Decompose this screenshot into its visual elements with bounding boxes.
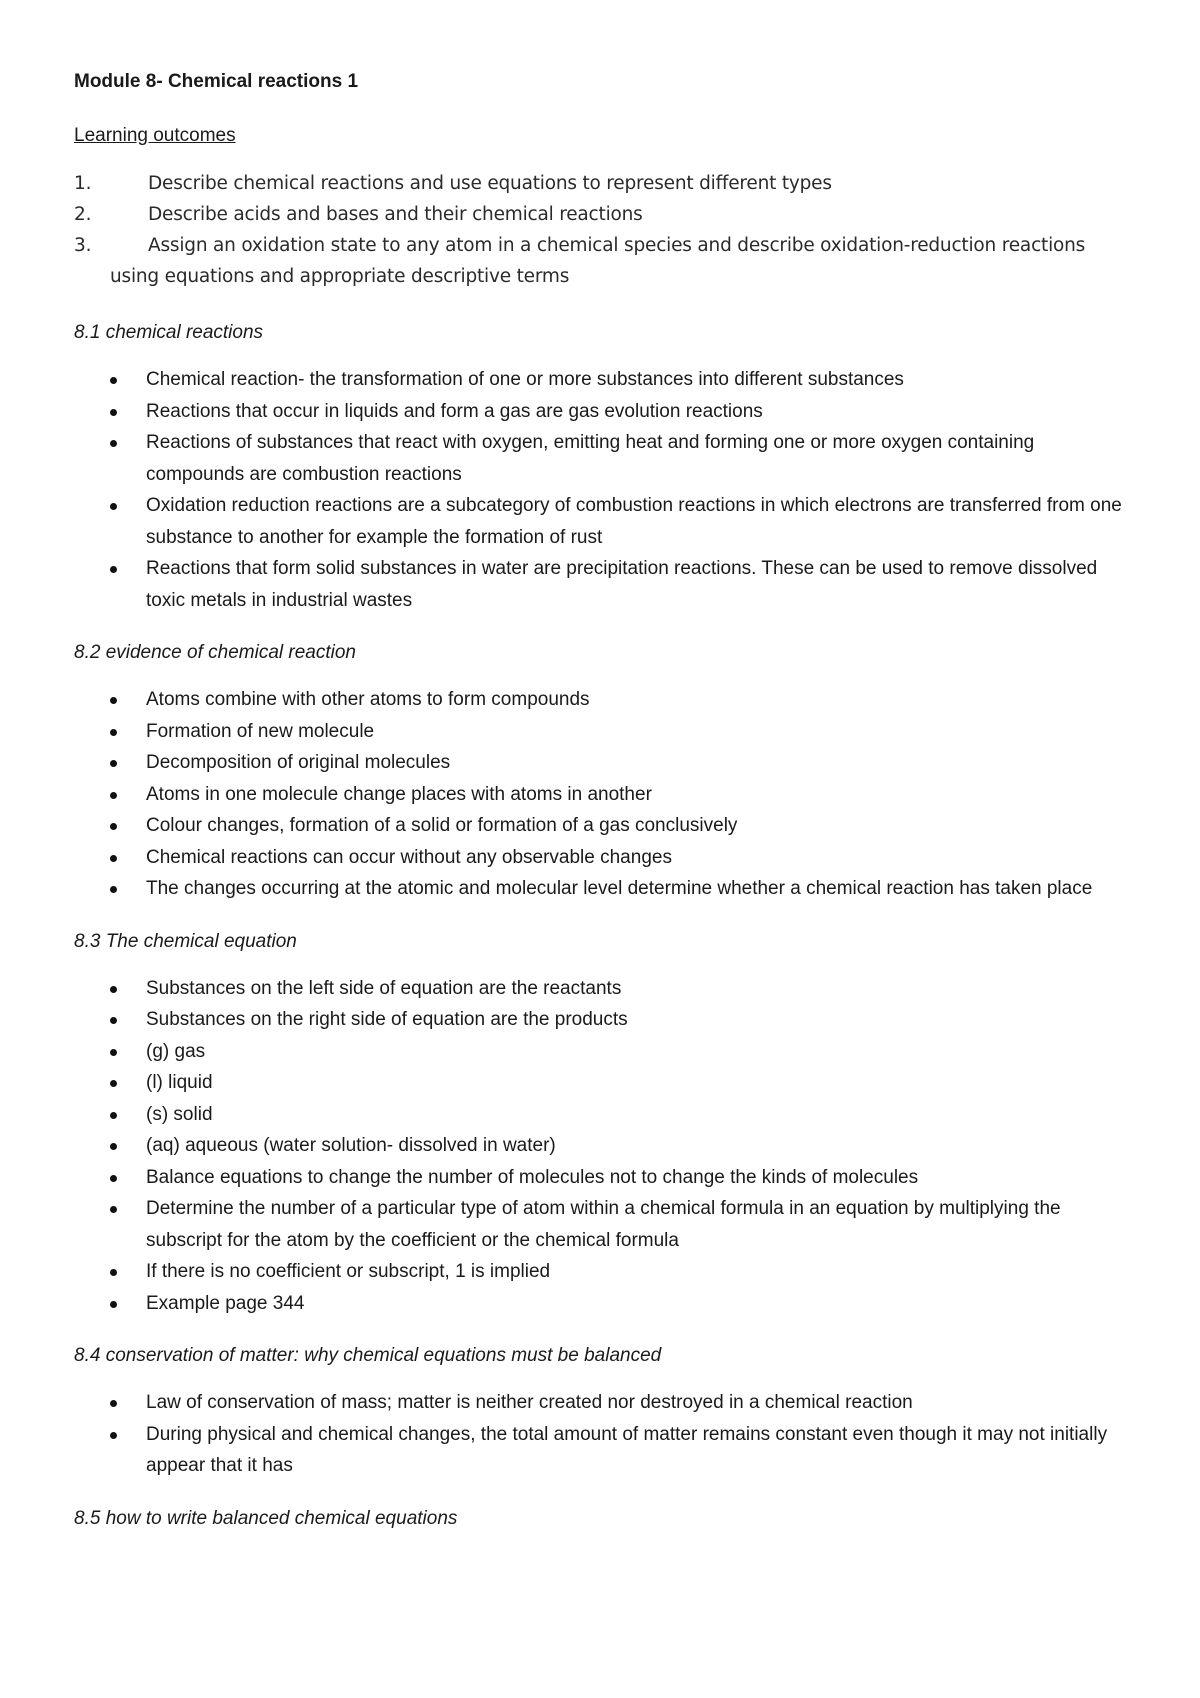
document-page: [74, 70, 1134, 1550]
outcome-number: 3.: [74, 235, 92, 256]
section-heading: 8.5 how to write balanced chemical equations: [74, 1507, 458, 1529]
list-item-text: Determine the number of a particular type of atom within a chemical formula in an equation by multiplying the subscript for the atom by the coefficient or the chemical formula: [146, 1198, 1061, 1251]
bullet-icon: [110, 1432, 117, 1439]
list-item: [74, 490, 1134, 553]
list-item-text: During physical and chemical changes, the total amount of matter remains constant even though it may not initially appear that it has: [146, 1423, 1108, 1476]
list-item-text: Atoms combine with other atoms to form compounds: [146, 689, 590, 710]
list-item: [74, 1419, 1134, 1482]
bullet-icon: [110, 1400, 117, 1407]
bullet-icon: [110, 440, 117, 447]
list-item-text: Law of conservation of mass; matter is neither created nor destroyed in a chemical reaction: [146, 1392, 913, 1413]
list-item: [74, 1387, 1134, 1419]
list-item: [74, 553, 1134, 616]
list-item-text: Substances on the left side of equation are the reactants: [146, 977, 622, 999]
list-item-text: Oxidation reduction reactions are a subcategory of combustion reactions in which electrons are transferred from one substance to another for example the formation of rust: [146, 495, 1122, 548]
list-item-text: Atoms in one molecule change places with atoms in another: [146, 783, 652, 805]
bullet-icon: [110, 1049, 117, 1056]
list-item-text: Balance equations to change the number of molecules not to change the kinds of molecules: [146, 1166, 919, 1188]
section-heading: 8.2 evidence of chemical reaction: [74, 642, 356, 663]
list-item: [74, 779, 1134, 811]
list-item: [74, 1288, 1134, 1320]
outcome-text: Describe chemical reactions and use equations to represent different types: [148, 173, 832, 194]
outcome-number: 2.: [74, 204, 92, 225]
list-item-text: Chemical reaction- the transformation of one or more substances into different substances: [146, 369, 904, 390]
document-title: Module 8- Chemical reactions 1: [74, 71, 359, 92]
list-item: [74, 842, 1134, 874]
bullet-icon: [110, 986, 117, 993]
list-item-text: The changes occurring at the atomic and molecular level determine whether a chemical reaction has taken place: [146, 878, 1093, 899]
list-item-text: Colour changes, formation of a solid or formation of a gas conclusively: [146, 815, 738, 836]
list-item: [74, 396, 1134, 428]
bullet-icon: [110, 823, 117, 830]
bullet-icon: [110, 760, 117, 767]
list-item-text: Formation of new molecule: [146, 720, 375, 742]
list-item-text: Example page 344: [146, 1292, 305, 1314]
notes-sections: [74, 320, 1134, 1532]
bullet-icon: [110, 697, 117, 704]
bullet-icon: [110, 1301, 117, 1308]
outcome-text: Describe acids and bases and their chemical reactions: [148, 204, 643, 225]
list-item-text: Substances on the right side of equation are the products: [146, 1009, 628, 1030]
list-item-text: Reactions that form solid substances in water are precipitation reactions. These can be used to remove dissolved toxic metals in industrial wastes: [146, 558, 1098, 611]
bullet-icon: [110, 1112, 117, 1119]
list-item: [74, 427, 1134, 490]
bullet-icon: [110, 855, 117, 862]
list-item-text: Reactions that occur in liquids and form a gas are gas evolution reactions: [146, 400, 763, 422]
list-item: [74, 684, 1134, 716]
bullet-list: [74, 684, 1134, 905]
bullet-icon: [110, 729, 117, 736]
bullet-icon: [110, 377, 117, 384]
bullet-list: [74, 973, 1134, 1320]
list-item: [74, 1036, 1134, 1068]
list-item: [74, 873, 1134, 905]
bullet-icon: [110, 1269, 117, 1276]
list-item-text: Decomposition of original molecules: [146, 752, 451, 773]
list-item: [74, 973, 1134, 1005]
outcome-text-continuation: using equations and appropriate descriptive terms: [110, 266, 570, 287]
bullet-icon: [110, 886, 117, 893]
list-item: [74, 1130, 1134, 1162]
list-item: [74, 1256, 1134, 1288]
bullet-list: [74, 1387, 1134, 1482]
outcome-item: [74, 168, 1134, 199]
list-item-text: (s) solid: [146, 1103, 213, 1125]
list-item: [74, 1004, 1134, 1036]
list-item: [74, 1099, 1134, 1131]
bullet-icon: [110, 1017, 117, 1024]
list-item: [74, 1162, 1134, 1194]
list-item-text: (l) liquid: [146, 1072, 213, 1093]
section-heading: 8.4 conservation of matter: why chemical equations must be balanced: [74, 1345, 662, 1366]
outcome-item: [74, 230, 1134, 292]
list-item-text: (g) gas: [146, 1040, 206, 1062]
learning-outcomes-list: [74, 168, 1134, 292]
list-item: [74, 364, 1134, 396]
list-item: [74, 1193, 1134, 1256]
bullet-icon: [110, 1143, 117, 1150]
bullet-icon: [110, 1080, 117, 1087]
list-item: [74, 810, 1134, 842]
bullet-icon: [110, 566, 117, 573]
list-item-text: (aq) aqueous (water solution- dissolved in water): [146, 1135, 556, 1156]
bullet-icon: [110, 1206, 117, 1213]
section-heading: 8.3 The chemical equation: [74, 930, 297, 952]
outcome-item: [74, 199, 1134, 230]
list-item: [74, 747, 1134, 779]
bullet-icon: [110, 409, 117, 416]
list-item-text: If there is no coefficient or subscript, 1 is implied: [146, 1261, 551, 1282]
outcome-number: 1.: [74, 173, 92, 194]
bullet-icon: [110, 503, 117, 510]
list-item: [74, 1067, 1134, 1099]
bullet-list: [74, 364, 1134, 616]
section-heading: 8.1 chemical reactions: [74, 322, 264, 343]
list-item-text: Reactions of substances that react with oxygen, emitting heat and forming one or more oxygen containing compounds are combustion reactions: [146, 432, 1035, 485]
learning-outcomes-heading: Learning outcomes: [74, 125, 236, 146]
list-item-text: Chemical reactions can occur without any observable changes: [146, 846, 672, 868]
bullet-icon: [110, 1175, 117, 1182]
outcome-text: Assign an oxidation state to any atom in a chemical species and describe oxidation-reduction reactions: [148, 235, 1086, 256]
bullet-icon: [110, 792, 117, 799]
list-item: [74, 716, 1134, 748]
